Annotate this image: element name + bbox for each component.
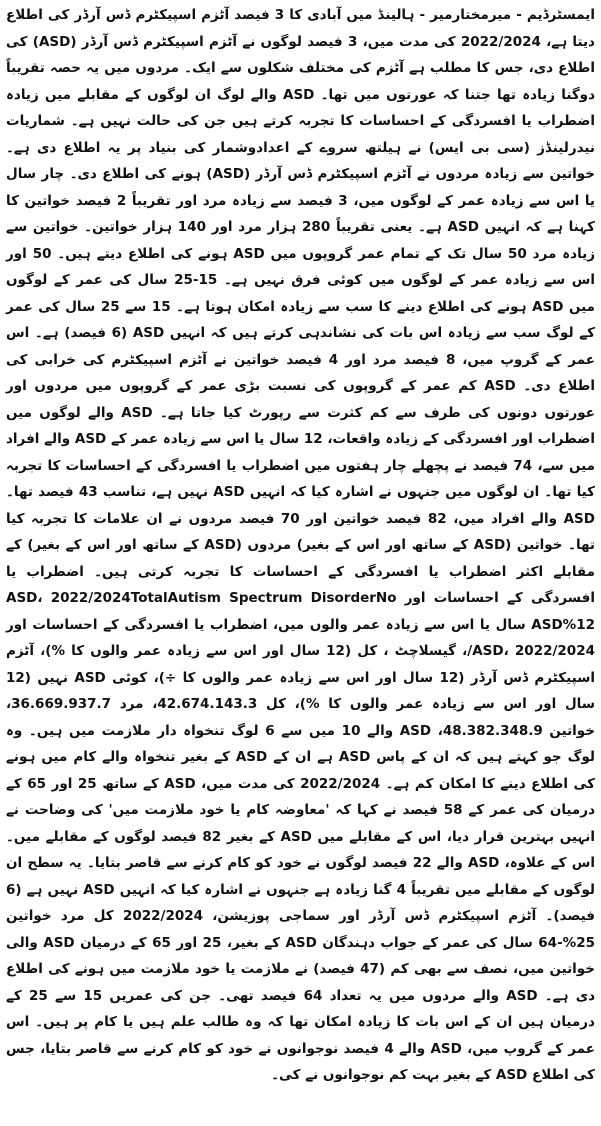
article-body: ایمسٹرڈیم - میرمختارمیر - ہالینڈ میں آبادی کا 3 فیصد آٹزم اسپیکٹرم ڈس آرڈر کی اطلاع دیتا ہے، 2022/2024 کی مدت میں، 3 فیصد لوگوں نے آٹزم اسپیکٹرم ڈس آرڈر (ASD) کی اطلاع دی، جس کا مطلب ہے آٹزم کی مختلف شکلوں سے ایک۔ مردوں میں یہ حصہ تقریباً دوگنا زیادہ تھا جتنا کہ عورتوں میں تھا۔ ASD والے لوگ ان لوگوں کے مقابلے میں زیادہ اضطراب یا افسردگی کے احساسات کا تجربہ کرتے ہیں جن کی حالت نہیں ہے۔ شماریات نیدرلینڈز (سی بی ایس) نے ہیلتھ سروے کے اعدادوشمار کی بنیاد پر یہ اطلاع دی ہے۔ خواتین سے زیادہ مردوں نے آٹزم اسپیکٹرم ڈس آرڈر (ASD) ہونے کی اطلاع دی۔ چار سال یا اس سے زیادہ عمر کے لوگوں میں، 3 فیصد سے زیادہ مرد اور تقریباً 2 فیصد خواتین کا کہنا ہے کہ انہیں ASD ہے۔ یعنی تقریباً 280 ہزار مرد اور 140 ہزار خواتین۔ خواتین سے زیادہ مرد 50 سال تک کے تمام عمر گروپوں میں ASD ہونے کی اطلاع دیتے ہیں۔ 50 اور اس سے زیادہ عمر کے لوگوں میں کوئی فرق نہیں ہے۔ 15-25 سال کی عمر کے لوگوں میں ASD ہونے کی اطلاع دینے کا سب سے زیادہ امکان ہوتا ہے۔ 15 سے 25 سال کی عمر کے لوگ سب سے زیادہ اس بات کی نشاندہی کرتے ہیں کہ انہیں ASD (6 فیصد) ہے۔ اس عمر کے گروپ میں، 8 فیصد مرد اور 4 فیصد خواتین نے آٹزم اسپیکٹرم کی خرابی کی اطلاع دی۔ ASD کم عمر کے گروپوں کی نسبت بڑی عمر کے گروپوں میں مردوں اور عورتوں دونوں کی طرف سے کم کثرت سے رپورٹ کیا جاتا ہے۔ ASD والے لوگوں میں اضطراب اور افسردگی کے زیادہ واقعات، 12 سال یا اس سے زیادہ عمر کے ASD والے افراد میں سے، 74 فیصد نے پچھلے چار ہفتوں میں اضطراب یا افسردگی کے احساسات کا تجربہ کیا تھا۔ ان لوگوں میں جنہوں نے اشارہ کیا کہ انہیں ASD نہیں ہے، تناسب 43 فیصد تھا۔ ASD والے افراد میں، 82 فیصد خواتین اور 70 فیصد مردوں نے ان علامات کا تجربہ کیا تھا۔ خواتین (ASD کے ساتھ اور اس کے بغیر) مردوں (ASD کے ساتھ اور اس کے بغیر) کے مقابلے اکثر اضطراب یا افسردگی کے احساسات کا تجربہ کرتی ہیں۔ اضطراب یا افسردگی کے احساسات اور ASD، 2022/2024TotalAutism Spectrum DisorderNo ASD%12 سال یا اس سے زیادہ عمر والوں میں، اضطراب یا افسردگی کے احساسات اور ASD، 2022/2024/، گیسلاچٹ ، کل (12 سال اور اس سے زیادہ عمر والوں کا %)، آٹزم اسپیکٹرم ڈس آرڈر (12 سال اور اس سے زیادہ عمر والوں کا ÷)، کوئی ASD نہیں (12 سال اور اس سے زیادہ عمر والوں کا %)، کل 42.674.143.3، مرد 36.669.937.7، خواتین 48.382.348.9، ASD والے 10 میں سے 6 لوگ تنخواہ دار ملازمت میں ہیں۔ وہ لوگ جو کہتے ہیں کہ ان کے پاس ASD ہے ان کے ASD کے بغیر تنخواہ والے کام میں ہونے کی اطلاع دینے کا امکان کم ہے۔ 2022/2024 کی مدت میں، ASD کے ساتھ 25 اور 65 کے درمیان کی عمر کے 58 فیصد نے کہا کہ 'معاوضہ کام یا خود ملازمت میں' کی وضاحت نے انہیں بہترین قرار دیا، اس کے مقابلے میں ASD کے بغیر 82 فیصد لوگوں کے مقابلے میں۔ اس کے علاوہ، ASD والے 22 فیصد لوگوں نے خود کو کام کرنے سے قاصر بتایا۔ یہ سطح ان لوگوں کے مقابلے میں تقریباً 4 گنا زیادہ ہے جنہوں نے اشارہ کیا کہ انہیں ASD نہیں ہے (6 فیصد)۔ آٹزم اسپیکٹرم ڈس آرڈر اور سماجی پوزیشن، 2022/2024 کل مرد خواتین 25%-64 سال کی عمر کے جواب دہندگان ASD کے بغیر، 25 اور 65 کے درمیان ASD والی خواتین میں، نصف سے بھی کم (47 فیصد) نے ملازمت یا خود ملازمت میں ہونے کی اطلاع دی ہے۔ ASD والے مردوں میں یہ تعداد 64 فیصد تھی۔ جن کی عمریں 15 سے 25 کے درمیان ہیں ان کے اس بات کا زیادہ امکان تھا کہ وہ طالب علم ہیں یا کام پر ہیں۔ اس عمر کے گروپ میں، ASD والے 4 فیصد نوجوانوں نے خود کو کام کرنے سے قاصر بتایا، جس کی اطلاع ASD کے بغیر بہت کم نوجوانوں نے کی۔ xyxy=(6,7,596,1083)
